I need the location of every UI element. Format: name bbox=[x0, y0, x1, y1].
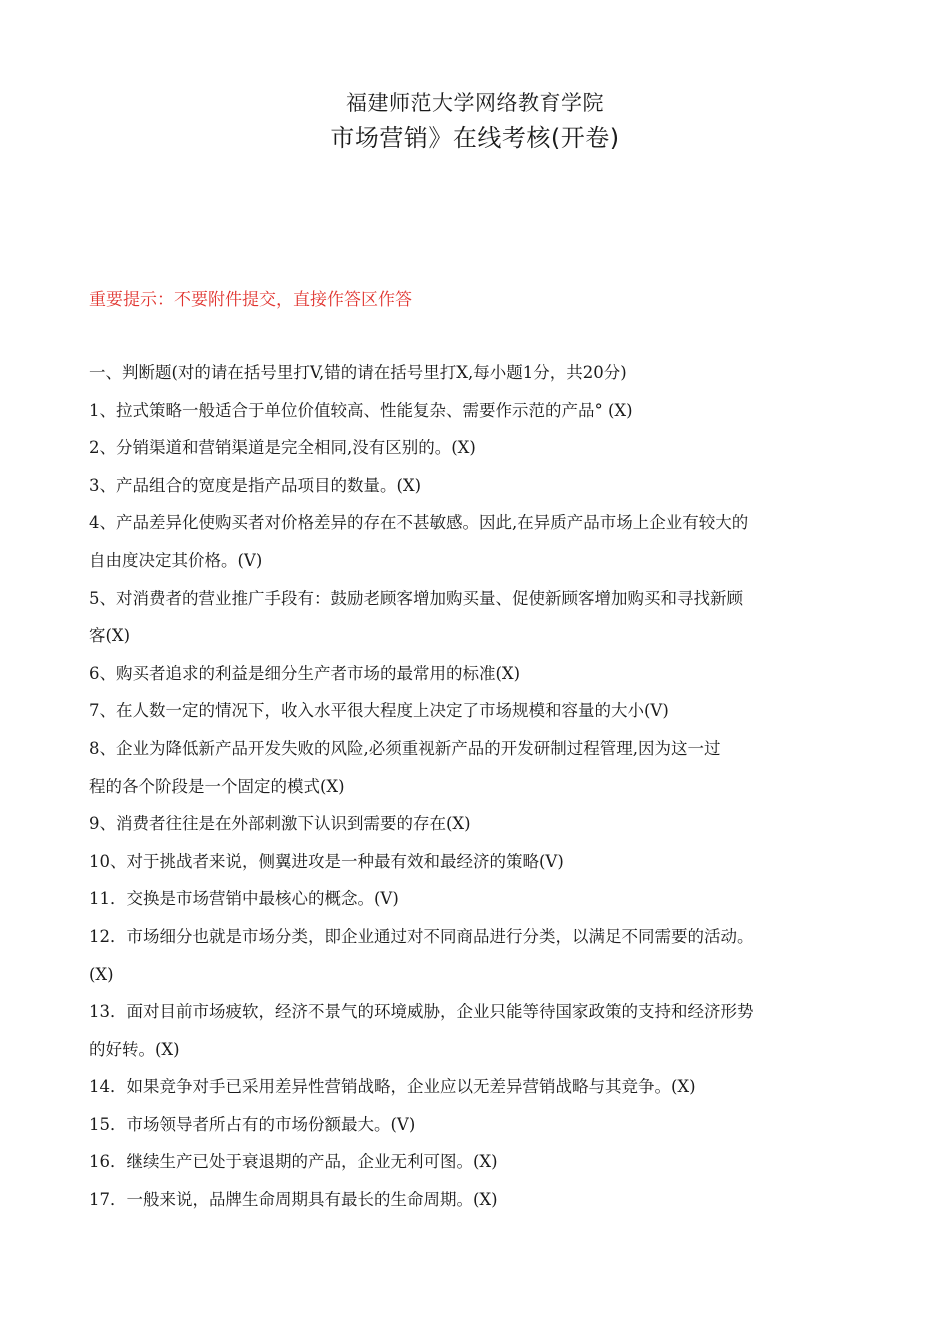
exam-title: 市场营销》在线考核(开卷) bbox=[330, 124, 620, 152]
institution-title: 福建师范大学网络教育学院 bbox=[346, 91, 604, 115]
question-line: 15．市场领导者所占有的市场份额最大。(V) bbox=[89, 1114, 416, 1134]
question-line: 1、拉式策略一般适合于单位价值较高、性能复杂、需要作示范的产品° (X) bbox=[89, 400, 633, 420]
question-line: 6、购买者追求的利益是细分生产者市场的最常用的标准(X) bbox=[89, 663, 521, 683]
question-line: 5、对消费者的营业推广手段有：鼓励老顾客增加购买量、促使新顾客增加购买和寻找新顾 bbox=[89, 588, 743, 608]
question-line: 的好转。(X) bbox=[89, 1039, 180, 1059]
question-line: 自由度决定其价格。(V) bbox=[89, 550, 263, 570]
question-line: 2、分销渠道和营销渠道是完全相同,没有区别的。(X) bbox=[89, 438, 476, 458]
question-line: 4、产品差异化使购买者对价格差异的存在不甚敏感。因此,在异质产品市场上企业有较大的 bbox=[89, 513, 749, 533]
important-notice: 重要提示：不要附件提交，直接作答区作答 bbox=[89, 290, 412, 310]
question-line: 8、企业为降低新产品开发失败的风险,必须重视新产品的开发研制过程管理,因为这一过 bbox=[89, 738, 721, 758]
question-line: 14．如果竞争对手已采用差异性营销战略，企业应以无差异营销战略与其竞争。(X) bbox=[89, 1077, 696, 1097]
section-heading: 一、判断题(对的请在括号里打V,错的请在括号里打X,每小题1分，共20分) bbox=[89, 363, 627, 382]
question-line: 7、在人数一定的情况下，收入水平很大程度上决定了市场规模和容量的大小(V) bbox=[89, 701, 669, 721]
question-line: 3、产品组合的宽度是指产品项目的数量。(X) bbox=[89, 475, 422, 495]
question-line: 10、对于挑战者来说，侧翼进攻是一种最有效和最经济的策略(V) bbox=[89, 851, 564, 871]
question-line: 17．一般来说，品牌生命周期具有最长的生命周期。(X) bbox=[89, 1190, 498, 1210]
title-block bbox=[0, 88, 950, 156]
question-line: 16．继续生产已处于衰退期的产品，企业无利可图。(X) bbox=[89, 1152, 498, 1172]
question-line: 程的各个阶段是一个固定的模式(X) bbox=[89, 776, 345, 796]
question-line: 13．面对目前市场疲软，经济不景气的环境威胁，企业只能等待国家政策的支持和经济形势 bbox=[89, 1002, 754, 1022]
question-line: 客(X) bbox=[89, 626, 131, 646]
question-line: 9、消费者往往是在外部刺激下认识到需要的存在(X) bbox=[89, 814, 471, 834]
question-line: 11．交换是市场营销中最核心的概念。(V) bbox=[89, 889, 399, 909]
question-section bbox=[89, 358, 859, 1223]
question-line: 12．市场细分也就是市场分类，即企业通过对不同商品进行分类，以满足不同需要的活动。 bbox=[89, 926, 754, 946]
question-line: (X) bbox=[89, 964, 114, 984]
